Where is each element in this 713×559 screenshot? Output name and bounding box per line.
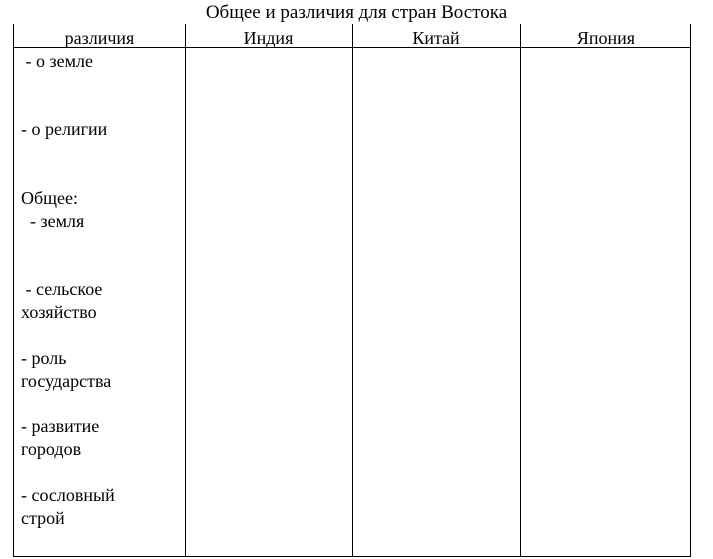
row-label-estates: - сословный [21, 485, 115, 505]
header-china: Китай [412, 28, 460, 48]
row-label-cities-cont: городов [21, 439, 82, 459]
column-divider [520, 24, 521, 556]
header-differences: различия [64, 28, 135, 48]
page-title: Общее и различия для стран Востока [205, 2, 508, 23]
column-divider [185, 24, 186, 556]
row-label-land: - о земле [21, 51, 93, 71]
column-divider [352, 24, 353, 556]
header-india: Индия [243, 28, 294, 48]
row-label-agriculture: - сельское [21, 279, 103, 299]
row-label-common: Общее: [21, 188, 78, 208]
row-label-common-land: - земля [21, 211, 85, 231]
comparison-table [13, 24, 691, 557]
row-label-estates-cont: строй [21, 508, 65, 528]
row-label-cities: - развитие [21, 416, 100, 436]
row-label-agriculture-cont: хозяйство [21, 302, 97, 322]
row-label-state-role: - роль [21, 348, 67, 368]
header-japan: Япония [576, 28, 636, 48]
row-label-religion: - о религии [21, 119, 108, 139]
row-label-state-role-cont: государства [21, 371, 112, 391]
